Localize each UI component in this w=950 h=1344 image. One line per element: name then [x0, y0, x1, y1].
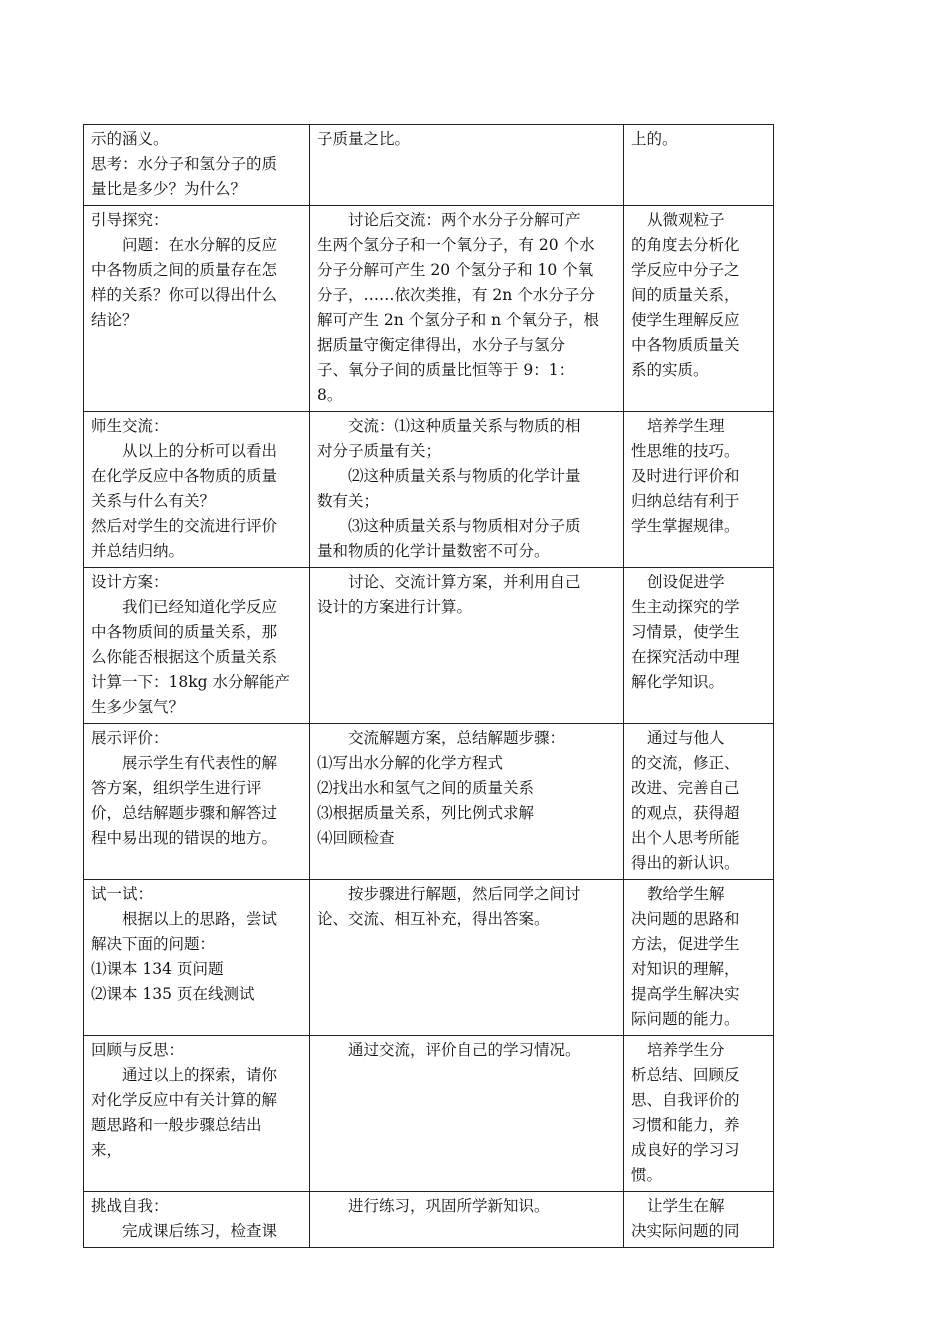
student-activity-cell	[310, 568, 624, 724]
text-line: 量和物质的化学计量数密不可分。	[317, 542, 550, 560]
text-line: 交流：⑴这种质量关系与物质的相	[348, 417, 581, 435]
text-line: 在化学反应中各物质的质量	[91, 467, 278, 485]
text-line: 对分子质量有关；	[317, 442, 442, 460]
table-row	[84, 412, 774, 568]
teacher-activity-cell	[84, 1036, 310, 1192]
text-line: ⑶根据质量关系，列比例式求解	[317, 804, 535, 822]
table-row	[84, 1036, 774, 1192]
text-line: 结论？	[91, 311, 138, 329]
text-line: 学反应中分子之	[631, 261, 740, 279]
text-line: 通过以上的探索，请你	[122, 1066, 278, 1084]
text-line: 解化学知识。	[631, 673, 725, 691]
text-line: 么你能否根据这个质量关系	[91, 648, 278, 666]
text-line: 思、自我评价的	[631, 1091, 740, 1109]
text-line: 程中易出现的错误的地方。	[91, 829, 278, 847]
student-activity-cell	[310, 1036, 624, 1192]
text-line: 论、交流、相互补充，得出答案。	[317, 910, 550, 928]
text-line: 问题：在水分解的反应	[122, 236, 278, 254]
text-line: 样的关系？你可以得出什么	[91, 286, 278, 304]
text-line: 解决下面的问题：	[91, 935, 216, 953]
text-line: 量比是多少？为什么？	[91, 180, 247, 198]
text-line: 根据以上的思路，尝试	[122, 910, 278, 928]
text-line: 思考：水分子和氢分子的质	[91, 155, 278, 173]
design-intent-cell	[624, 1192, 774, 1248]
teacher-activity-cell	[84, 125, 310, 206]
text-line: 创设促进学	[647, 573, 725, 591]
text-line: 的角度去分析化	[631, 236, 740, 254]
student-activity-cell	[310, 724, 624, 880]
text-line: ⑶这种质量关系与物质相对分子质	[348, 517, 581, 535]
text-line: 从以上的分析可以看出	[122, 442, 278, 460]
lesson-plan-body	[84, 125, 774, 1248]
text-line: 生多少氢气？	[91, 698, 185, 716]
table-row	[84, 125, 774, 206]
text-line: 在探究活动中理	[631, 648, 740, 666]
teacher-activity-cell	[84, 412, 310, 568]
design-intent-cell	[624, 125, 774, 206]
text-line: 对化学反应中有关计算的解	[91, 1091, 278, 1109]
table-row	[84, 1192, 774, 1248]
teacher-activity-cell	[84, 1192, 310, 1248]
text-line: 计算一下：18kg 水分解能产	[91, 673, 290, 691]
text-line: 性思维的技巧。	[631, 442, 740, 460]
text-line: 设计的方案进行计算。	[317, 598, 473, 616]
text-line: 中各物质间的质量关系，那	[91, 623, 278, 641]
text-line: 使学生理解反应	[631, 311, 740, 329]
text-line: 析总结、回顾反	[631, 1066, 740, 1084]
student-activity-cell	[310, 412, 624, 568]
text-line: 生主动探究的学	[631, 598, 740, 616]
text-line: ⑵找出水和氢气之间的质量关系	[317, 779, 535, 797]
table-row	[84, 206, 774, 412]
text-line: 的交流，修正、	[631, 754, 740, 772]
text-line: 讨论、交流计算方案，并利用自己	[348, 573, 581, 591]
text-line: ⑴写出水分解的化学方程式	[317, 754, 504, 772]
text-line: 通过与他人	[647, 729, 725, 747]
teacher-activity-cell	[84, 568, 310, 724]
text-line: 间的质量关系，	[631, 286, 740, 304]
text-line: 并总结归纳。	[91, 542, 185, 560]
text-line: 关系与什么有关？	[91, 492, 216, 510]
student-activity-cell	[310, 880, 624, 1036]
table-row	[84, 880, 774, 1036]
text-line: 对知识的理解，	[631, 960, 740, 978]
text-line: 通过交流，评价自己的学习情况。	[348, 1041, 581, 1059]
text-line: 交流解题方案，总结解题步骤：	[348, 729, 566, 747]
text-line: 中各物质之间的质量存在怎	[91, 261, 278, 279]
text-line: 中各物质质量关	[631, 336, 740, 354]
text-line: 讨论后交流：两个水分子分解可产	[348, 211, 581, 229]
teacher-activity-cell	[84, 724, 310, 880]
text-line: ⑵这种质量关系与物质的化学计量	[348, 467, 581, 485]
text-line: 试一试：	[91, 885, 154, 903]
text-line: 的观点，获得超	[631, 804, 740, 822]
text-line: 系的实质。	[631, 361, 709, 379]
text-line: 习惯和能力，养	[631, 1116, 740, 1134]
text-line: 师生交流：	[91, 417, 169, 435]
text-line: 8。	[317, 386, 343, 404]
text-line: 展示评价：	[91, 729, 169, 747]
design-intent-cell	[624, 206, 774, 412]
text-line: 惯。	[631, 1166, 663, 1184]
text-line: 成良好的学习习	[631, 1141, 740, 1159]
text-line: 从微观粒子	[647, 211, 725, 229]
lesson-plan-table	[83, 124, 774, 1248]
teacher-activity-cell	[84, 206, 310, 412]
table-row	[84, 568, 774, 724]
text-line: 决问题的思路和	[631, 910, 740, 928]
text-line: 展示学生有代表性的解	[122, 754, 278, 772]
text-line: 子、氧分子间的质量比恒等于 9：1：	[317, 361, 575, 379]
text-line: 子质量之比。	[317, 130, 411, 148]
text-line: 挑战自我：	[91, 1197, 169, 1215]
text-line: 然后对学生的交流进行评价	[91, 517, 278, 535]
text-line: 决实际问题的同	[631, 1222, 740, 1240]
text-line: 培养学生分	[647, 1041, 725, 1059]
text-line: 际问题的能力。	[631, 1010, 740, 1028]
text-line: 设计方案：	[91, 573, 169, 591]
student-activity-cell	[310, 206, 624, 412]
text-line: 得出的新认识。	[631, 854, 740, 872]
text-line: 分子分解可产生 20 个氢分子和 10 个氧	[317, 261, 594, 279]
text-line: ⑵课本 135 页在线测试	[91, 985, 255, 1003]
text-line: 生两个氢分子和一个氧分子，有 20 个水	[317, 236, 595, 254]
text-line: 完成课后练习，检查课	[122, 1222, 278, 1240]
text-line: 回顾与反思：	[91, 1041, 185, 1059]
text-line: 题思路和一般步骤总结出	[91, 1116, 262, 1134]
text-line: 学生掌握规律。	[631, 517, 740, 535]
text-line: 来，	[91, 1141, 123, 1159]
text-line: 归纳总结有利于	[631, 492, 740, 510]
text-line: 答方案，组织学生进行评	[91, 779, 262, 797]
text-line: 据质量守衡定律得出，水分子与氢分	[317, 336, 566, 354]
teacher-activity-cell	[84, 880, 310, 1036]
student-activity-cell	[310, 1192, 624, 1248]
text-line: 示的涵义。	[91, 130, 169, 148]
text-line: 出个人思考所能	[631, 829, 740, 847]
text-line: 按步骤进行解题，然后同学之间讨	[348, 885, 581, 903]
text-line: 培养学生理	[647, 417, 725, 435]
text-line: 解可产生 2n 个氢分子和 n 个氧分子，根	[317, 311, 600, 329]
text-line: 习情景，使学生	[631, 623, 740, 641]
design-intent-cell	[624, 1036, 774, 1192]
table-row	[84, 724, 774, 880]
text-line: 改进、完善自己	[631, 779, 740, 797]
text-line: ⑷回顾检查	[317, 829, 395, 847]
design-intent-cell	[624, 880, 774, 1036]
text-line: 及时进行评价和	[631, 467, 740, 485]
text-line: 价，总结解题步骤和解答过	[91, 804, 278, 822]
text-line: 提高学生解决实	[631, 985, 740, 1003]
text-line: ⑴课本 134 页问题	[91, 960, 224, 978]
design-intent-cell	[624, 412, 774, 568]
design-intent-cell	[624, 568, 774, 724]
text-line: 我们已经知道化学反应	[122, 598, 278, 616]
text-line: 数有关；	[317, 492, 380, 510]
text-line: 让学生在解	[647, 1197, 725, 1215]
text-line: 引导探究：	[91, 211, 169, 229]
student-activity-cell	[310, 125, 624, 206]
text-line: 上的。	[631, 130, 678, 148]
design-intent-cell	[624, 724, 774, 880]
text-line: 方法，促进学生	[631, 935, 740, 953]
text-line: 分子，……依次类推，有 2n 个水分子分	[317, 286, 595, 304]
text-line: 进行练习，巩固所学新知识。	[348, 1197, 550, 1215]
text-line: 教给学生解	[647, 885, 725, 903]
